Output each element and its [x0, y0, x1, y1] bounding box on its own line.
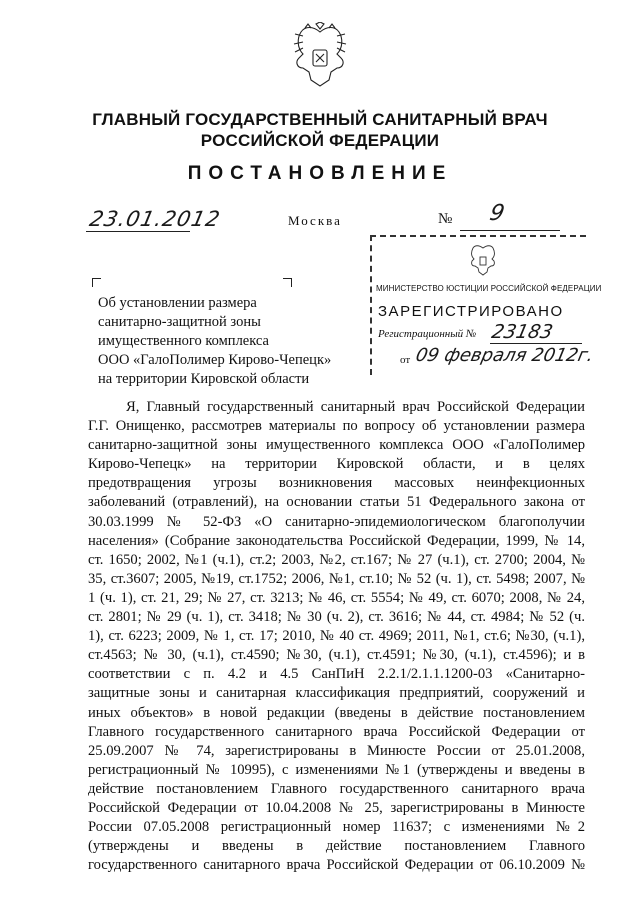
document-body	[88, 398, 585, 875]
stamp-status: ЗАРЕГИСТРИРОВАНО	[378, 303, 564, 320]
body-line: 1 (ч. 1), ст. 21, 29; № 27, ст. 3213; № 46, ст. 5554; № 49, ст. 6070; 2008, № 24,	[88, 589, 585, 606]
document-subject	[98, 294, 338, 389]
subject-line: на территории Кировской области	[98, 371, 310, 387]
stamp-from-date: 09 февраля 2012г.	[413, 345, 596, 366]
body-line: ст. 1650; 2002, №1 (ч.1), ст.2; 2003, №2, ст.167; № 27 (ч.1), ст. 2700; 2004, №	[88, 551, 585, 568]
body-line: предотвращения угрозы возникновения массовых неинфекционных	[88, 475, 585, 492]
stamp-emblem-icon	[468, 243, 498, 277]
issuer-title-line2: РОССИЙСКОЙ ФЕДЕРАЦИИ	[200, 131, 440, 150]
body-line: ст. 2801; № 29 (ч. 1), ст. 3418; № 30 (ч. 2), ст. 3616; № 44, ст. 4984; № 52 (ч.	[88, 609, 585, 626]
body-line: России 07.05.2008 регистрационный номер 11637; с изменениями №2	[88, 819, 585, 836]
document-city: Москва	[288, 213, 342, 228]
body-line: санитарно-защитной зоны имущественного комплекса ООО «ГалоПолимер	[88, 437, 585, 454]
registration-stamp	[370, 235, 602, 375]
body-line: 25.09.2007 № 74, зарегистрированы в Минюсте России от 25.01.2008,	[88, 742, 585, 759]
stamp-reg-number: 23183	[489, 321, 555, 343]
document-type-title: ПОСТАНОВЛЕНИЕ	[187, 163, 453, 184]
body-line: Российской Федерации от 10.04.2008 № 25, зарегистрированы в Минюсте	[88, 799, 585, 816]
stamp-from-label: от	[400, 354, 411, 366]
date-underline	[86, 231, 190, 232]
body-line: 30.03.1999 № 52-ФЗ «О санитарно-эпидемиологическом благополучии	[88, 513, 585, 530]
subject-line: Об установлении размера	[98, 295, 257, 311]
subject-line: имущественного комплекса	[98, 333, 269, 349]
body-line: регистрационный № 10995), с изменениями №1 (утверждены и введены в	[88, 761, 585, 778]
number-sign: №	[438, 211, 453, 227]
coat-of-arms-icon	[291, 22, 349, 90]
body-line: иных объектов» в новой редакции (введены в действие постановлением	[88, 704, 585, 721]
body-line: 35, ст.3607; 2005, №19, ст.1752; 2006, №1, ст.10; № 52 (ч. 1), ст. 5498; 2007, №	[88, 570, 585, 587]
body-line: государственного санитарного врача Российской Федерации от 06.10.2009 №	[88, 857, 585, 874]
body-line: заболеваний (отравлений), на основании статьи 51 Федерального закона от	[88, 494, 585, 511]
body-line: (утверждены и введены в действие постановлением Главного	[88, 838, 585, 855]
document-number: 9	[487, 201, 507, 226]
body-line: Я, Главный государственный санитарный врач Российской Федерации	[126, 399, 585, 415]
body-line: населения» (Собрание законодательства Российской Федерации, 1999, № 14,	[88, 532, 585, 549]
document-date: 23.01.2012	[87, 207, 223, 231]
subject-line: санитарно-защитной зоны	[98, 314, 261, 330]
body-line: 1), ст. 6223; 2009, № 1, ст. 17; 2010, № 40 ст. 4969; 2011, №1, ст.6; №30, (ч.1),	[88, 628, 585, 645]
body-line: Кирово-Чепецк» на территории Кировской области, и в целях	[88, 456, 585, 473]
subject-line: ООО «ГалоПолимер Кирово-Чепецк»	[98, 352, 332, 368]
stamp-ministry: МИНИСТЕРСТВО ЮСТИЦИИ РОССИЙСКОЙ ФЕДЕРАЦИИ	[376, 284, 602, 293]
body-line: ст.4563; № 30, (ч.1), ст.4590; №30, (ч.1), ст.4591; №30, (ч.1), ст.4596); и в	[88, 647, 585, 664]
stamp-reg-underline	[490, 343, 582, 344]
subject-bracket-left	[92, 278, 101, 287]
stamp-reg-label: Регистрационный №	[378, 328, 477, 340]
body-line: Главного государственного санитарного врача Российской Федерации от	[88, 723, 585, 740]
body-line: защитные зоны и санитарная классификация предприятий, сооружений и	[88, 685, 585, 702]
issuer-title-line1: ГЛАВНЫЙ ГОСУДАРСТВЕННЫЙ САНИТАРНЫЙ ВРАЧ	[92, 110, 548, 129]
body-line: действие постановлением Главного государственного санитарного врача	[88, 780, 585, 797]
body-line: соответствии с п. 4.2 и 4.5 СанПиН 2.2.1/2.1.1.1200-03 «Санитарно-	[88, 666, 585, 683]
body-line: Г.Г. Онищенко, рассмотрев материалы по вопросу об установлении размера	[88, 418, 585, 435]
number-underline	[460, 230, 560, 231]
subject-bracket-right	[283, 278, 292, 287]
